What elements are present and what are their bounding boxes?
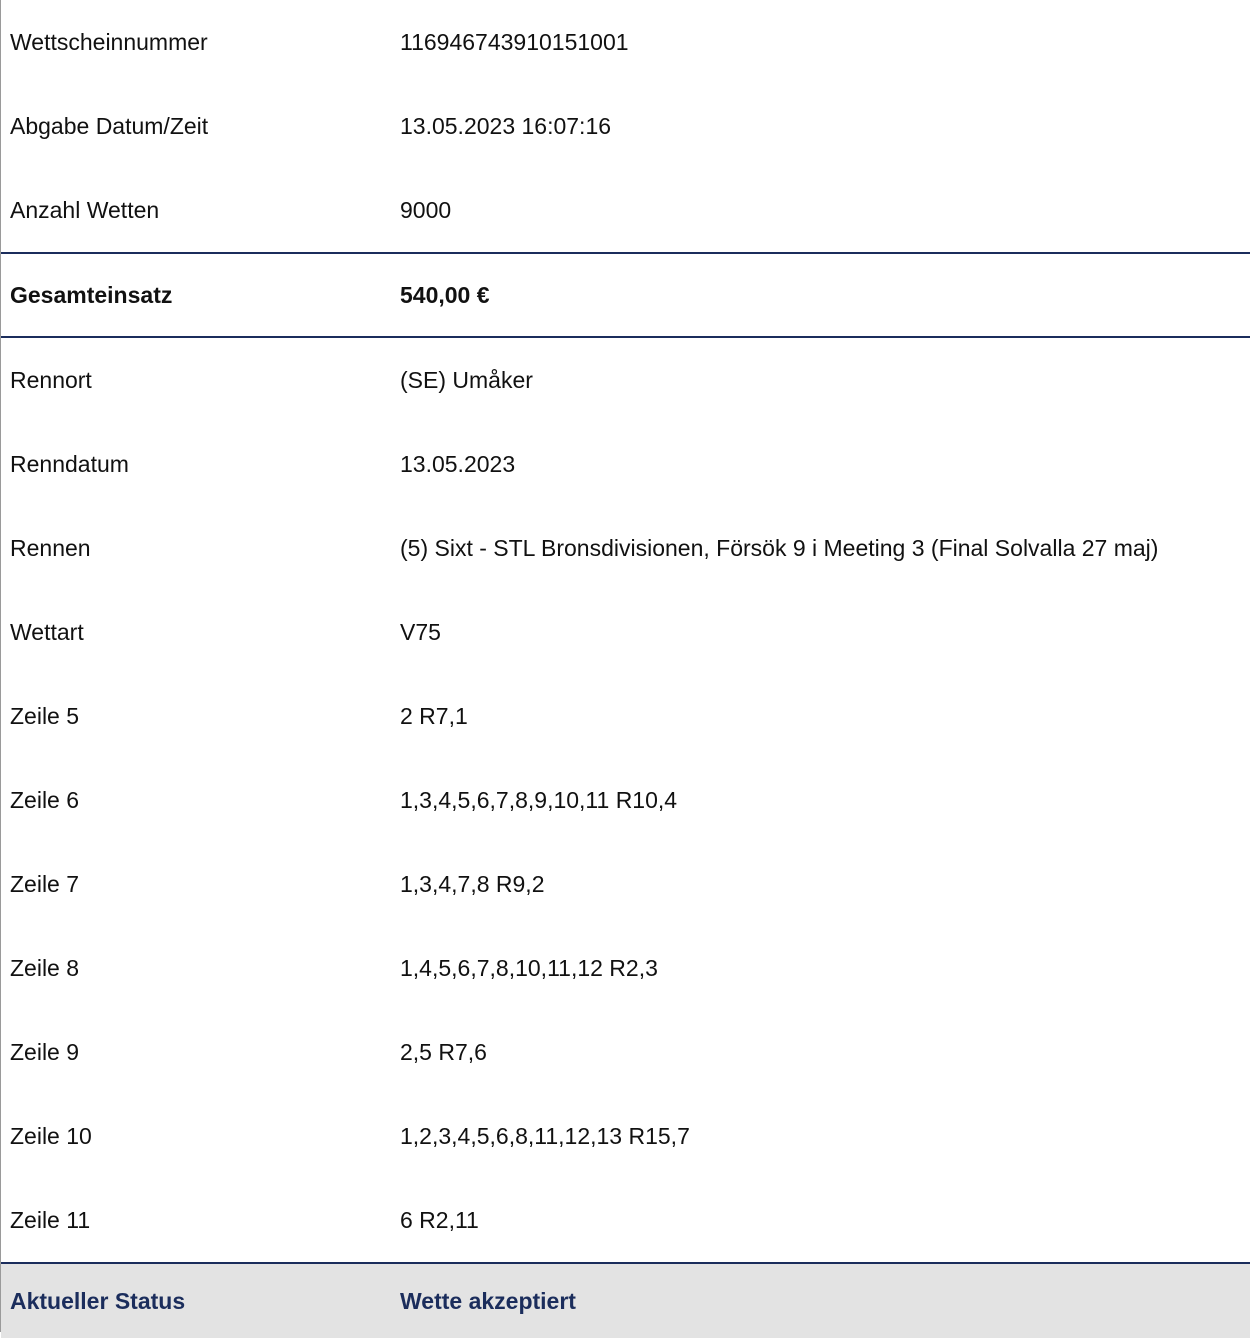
bet-line-value: 2 R7,1 xyxy=(400,702,468,729)
bet-count-row xyxy=(1,168,1250,252)
total-stake-row xyxy=(1,252,1250,338)
bet-line-row xyxy=(1,758,1250,842)
bet-line-value: 1,3,4,7,8 R9,2 xyxy=(400,870,545,897)
bet-line-row xyxy=(1,1178,1250,1262)
race-label: Rennen xyxy=(10,534,91,561)
venue-label: Rennort xyxy=(10,366,92,393)
venue-value: (SE) Umåker xyxy=(400,366,533,393)
bet-line-label: Zeile 7 xyxy=(10,870,80,897)
race-date-label: Renndatum xyxy=(10,450,129,477)
bet-line-label: Zeile 11 xyxy=(10,1206,91,1233)
bet-line-value: 2,5 R7,6 xyxy=(400,1038,487,1065)
ticket-info-section xyxy=(1,0,1250,252)
bet-line-row xyxy=(1,1094,1250,1178)
race-date-row xyxy=(1,422,1250,506)
bet-line-label: Zeile 9 xyxy=(10,1038,80,1065)
submitted-datetime-value: 13.05.2023 16:07:16 xyxy=(400,112,612,139)
bet-type-label: Wettart xyxy=(10,618,84,645)
current-status-label: Aktueller Status xyxy=(10,1287,186,1314)
bet-count-label: Anzahl Wetten xyxy=(10,196,160,223)
bet-line-label: Zeile 10 xyxy=(10,1122,92,1149)
ticket-number-value: 116946743910151001 xyxy=(400,28,629,55)
bet-type-row xyxy=(1,590,1250,674)
bet-line-label: Zeile 5 xyxy=(10,702,80,729)
ticket-number-label: Wettscheinnummer xyxy=(10,28,208,55)
ticket-number-row xyxy=(1,0,1250,84)
current-status-value: Wette akzeptiert xyxy=(400,1287,576,1314)
bet-count-value: 9000 xyxy=(400,196,452,223)
total-stake-label: Gesamteinsatz xyxy=(10,281,173,308)
race-row xyxy=(1,506,1250,590)
bet-line-value: 1,4,5,6,7,8,10,11,12 R2,3 xyxy=(400,954,658,981)
venue-row xyxy=(1,338,1250,422)
bet-line-value: 1,3,4,5,6,7,8,9,10,11 R10,4 xyxy=(400,786,678,813)
bet-line-row xyxy=(1,926,1250,1010)
bet-line-value: 1,2,3,4,5,6,8,11,12,13 R15,7 xyxy=(400,1122,690,1149)
race-value: (5) Sixt - STL Bronsdivisionen, Försök 9 i Meeting 3 (Final Solvalla 27 maj) xyxy=(400,534,1159,561)
race-date-value: 13.05.2023 xyxy=(400,450,516,477)
bet-line-label: Zeile 8 xyxy=(10,954,80,981)
bet-lines-section xyxy=(1,674,1250,1262)
bet-type-value: V75 xyxy=(400,618,441,645)
bet-line-row xyxy=(1,1010,1250,1094)
bet-line-label: Zeile 6 xyxy=(10,786,80,813)
bet-line-value: 6 R2,11 xyxy=(400,1206,479,1233)
bet-line-row xyxy=(1,674,1250,758)
bet-line-row xyxy=(1,842,1250,926)
race-info-section xyxy=(1,338,1250,674)
submitted-datetime-label: Abgabe Datum/Zeit xyxy=(10,112,209,139)
current-status-row xyxy=(1,1262,1250,1338)
total-stake-value: 540,00 € xyxy=(400,281,490,308)
submitted-datetime-row xyxy=(1,84,1250,168)
